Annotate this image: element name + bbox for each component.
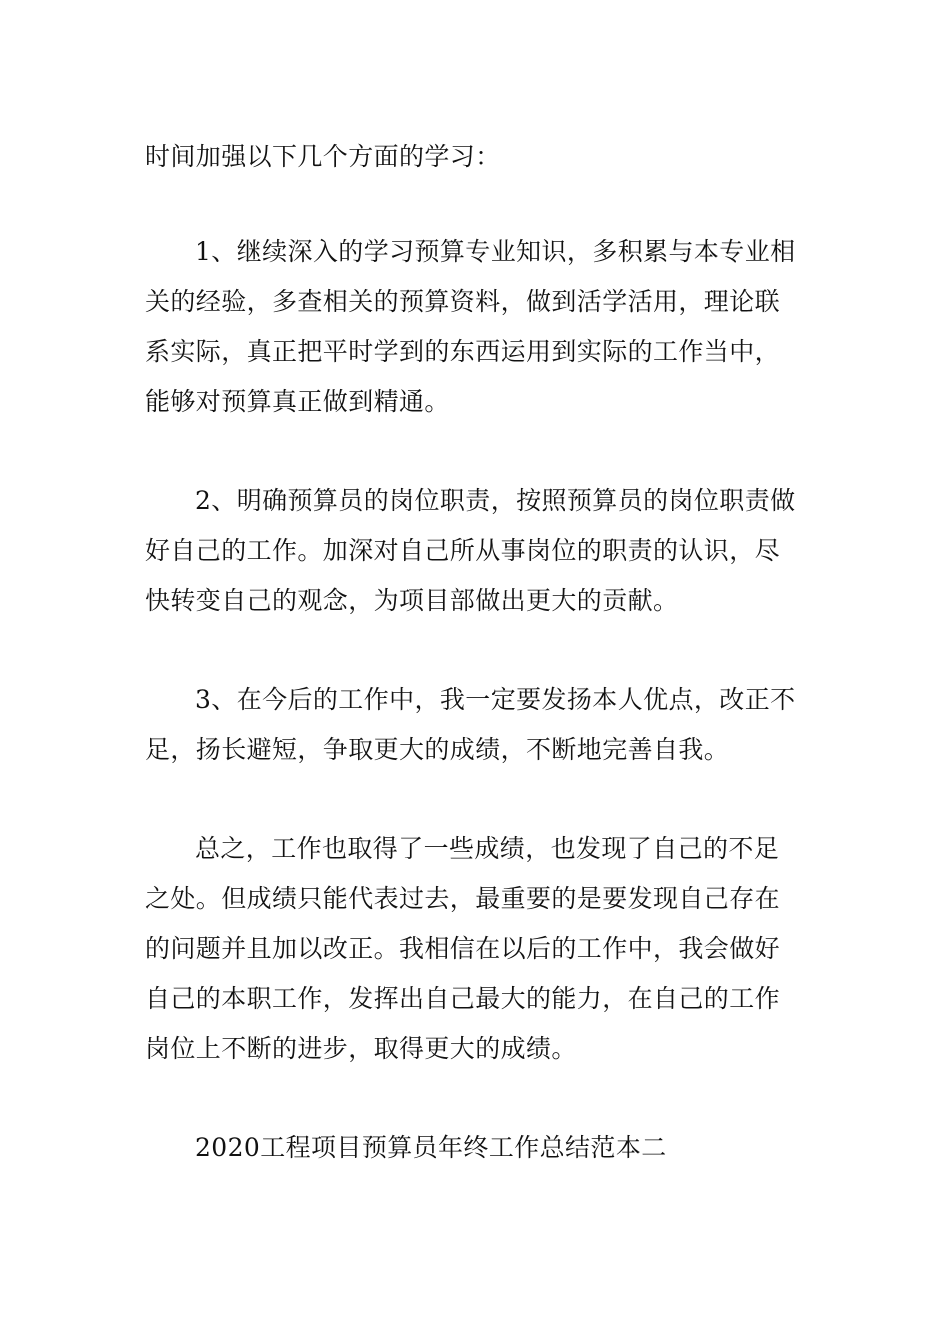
paragraph-2-line: 2、明确预算员的岗位职责，按照预算员的岗位职责做 [195,486,796,515]
conclusion-line: 总之，工作也取得了一些成绩，也发现了自己的不足 [195,834,780,863]
paragraph-2-line: 好自己的工作。加深对自己所从事岗位的职责的认识，尽 [145,536,781,565]
paragraph-1-line: 系实际，真正把平时学到的东西运用到实际的工作当中， [145,337,781,366]
paragraph-2-line: 快转变自己的观念，为项目部做出更大的贡献。 [145,586,679,615]
text-line: 时间加强以下几个方面的学习： [145,142,501,171]
paragraph-3-line: 足，扬长避短，争取更大的成绩，不断地完善自我。 [145,735,730,764]
conclusion-line: 之处。但成绩只能代表过去，最重要的是要发现自己存在 [145,884,781,913]
paragraph-3-line: 3、在今后的工作中，我一定要发扬本人优点，改正不 [195,685,796,714]
paragraph-1-line: 关的经验，多查相关的预算资料，做到活学活用，理论联 [145,287,781,316]
paragraph-1-line: 1、继续深入的学习预算专业知识，多积累与本专业相 [195,237,796,266]
conclusion-line: 自己的本职工作，发挥出自己最大的能力，在自己的工作 [145,984,781,1013]
section-heading: 2020工程项目预算员年终工作总结范本二 [195,1133,667,1162]
paragraph-1-line: 能够对预算真正做到精通。 [145,387,450,416]
conclusion-line: 岗位上不断的进步，取得更大的成绩。 [145,1034,577,1063]
conclusion-line: 的问题并且加以改正。我相信在以后的工作中，我会做好 [145,934,781,963]
